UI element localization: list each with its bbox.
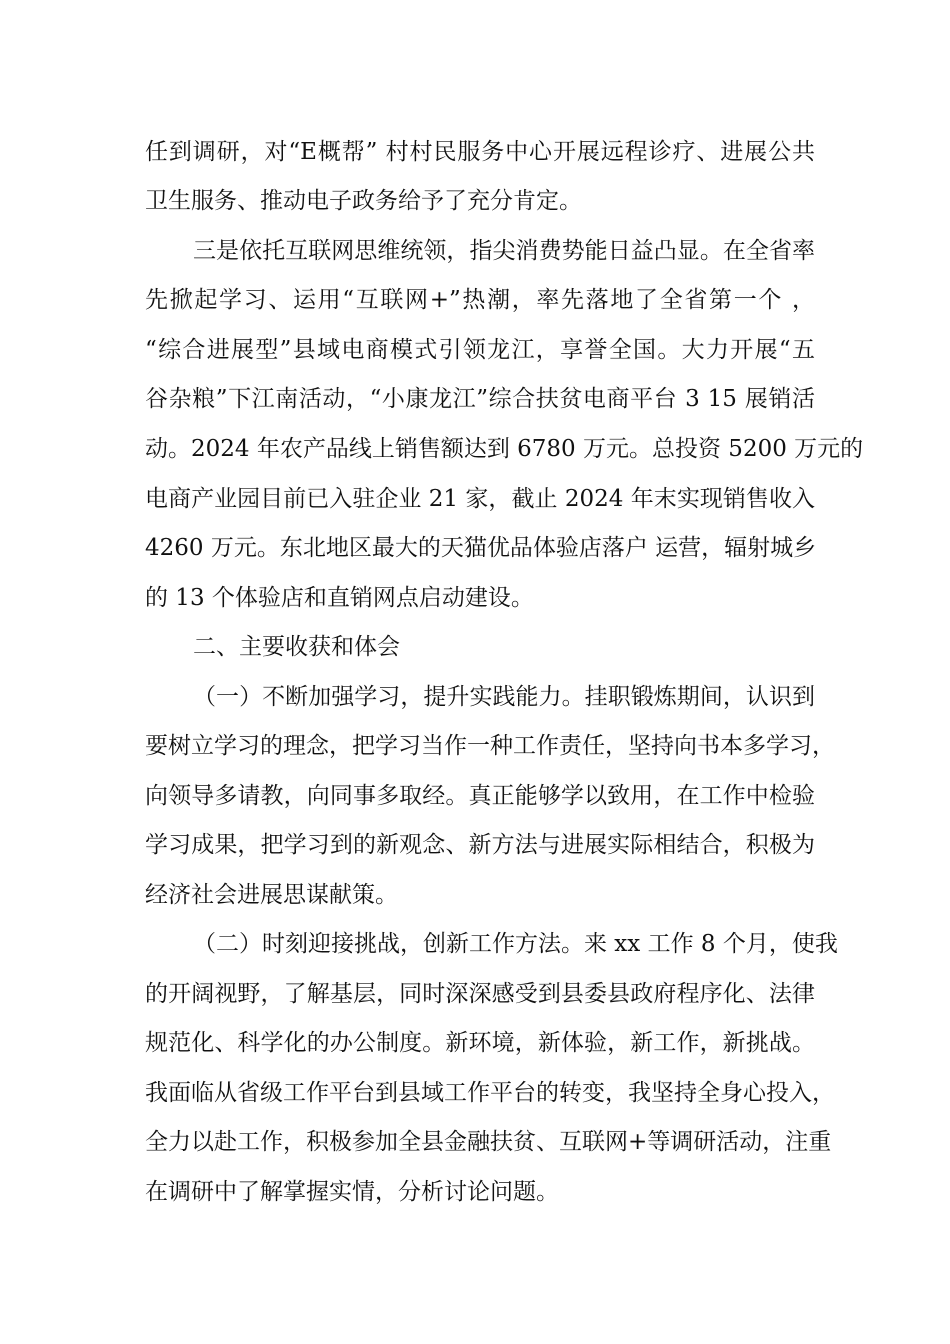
- text-line: 全力以赴工作，积极参加全县金融扶贫、互联网+等调研活动，注重: [145, 1129, 832, 1155]
- text-line: 先掀起学习、运用“互联网+”热潮，率先落地了全省第一个 ，: [145, 287, 815, 313]
- text-line: 谷杂粮”下江南活动，“小康龙江”综合扶贫电商平台 3 15 展销活: [145, 386, 815, 412]
- text-line: 动。2024 年农产品线上销售额达到 6780 万元。总投资 5200 万元的: [145, 436, 864, 462]
- text-line: 卫生服务、推动电子政务给予了充分肯定。: [145, 188, 582, 214]
- text-line: 的开阔视野，了解基层，同时深深感受到县委县政府程序化、法律: [145, 981, 815, 1007]
- text-line: 的 13 个体验店和直销网点启动建设。: [145, 585, 534, 611]
- text-line: 我面临从省级工作平台到县域工作平台的转变，我坚持全身心投入，: [145, 1080, 835, 1106]
- text-line: 要树立学习的理念，把学习当作一种工作责任，坚持向书本多学习，: [145, 733, 835, 759]
- text-line: 在调研中了解掌握实情，分析讨论问题。: [145, 1179, 559, 1205]
- paragraph-first-line: 三是依托互联网思维统领，指尖消费势能日益凸显。在全省率: [193, 238, 815, 264]
- text-line: 经济社会进展思谋献策。: [145, 882, 398, 908]
- text-line: 任到调研，对“E概帮” 村村民服务中心开展远程诊疗、进展公共: [145, 139, 815, 165]
- text-line: 4260 万元。东北地区最大的天猫优品体验店落户 运营，辐射城乡: [145, 535, 817, 561]
- text-line: “综合进展型”县域电商模式引领龙江，享誉全国。大力开展“五: [145, 337, 815, 363]
- paragraph-first-line: （二）时刻迎接挑战，创新工作方法。来 xx 工作 8 个月，使我: [193, 931, 838, 957]
- text-line: 向领导多请教，向同事多取经。真正能够学以致用，在工作中检验: [145, 783, 815, 809]
- paragraph-first-line: （一）不断加强学习，提升实践能力。挂职锻炼期间，认识到: [193, 684, 815, 710]
- section-heading: 二、主要收获和体会: [193, 634, 400, 660]
- text-line: 学习成果，把学习到的新观念、新方法与进展实际相结合，积极为: [145, 832, 815, 858]
- text-line: 规范化、科学化的办公制度。新环境，新体验，新工作，新挑战。: [145, 1030, 815, 1056]
- text-line: 电商产业园目前已入驻企业 21 家，截止 2024 年末实现销售收入: [145, 486, 815, 512]
